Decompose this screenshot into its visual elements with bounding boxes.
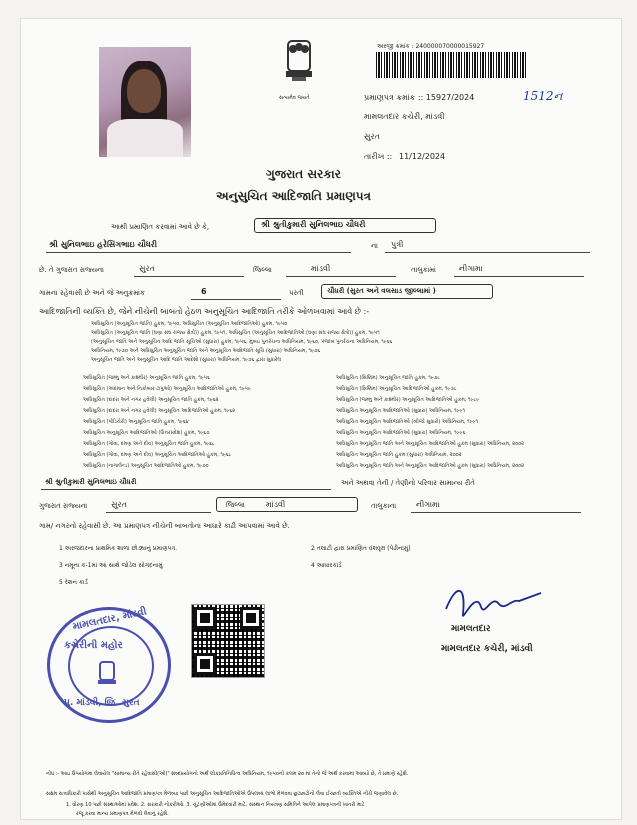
- date-label: તારીખ ::: [364, 152, 393, 161]
- schedule-right-item: અધિસુચિત અનુસૂચિત આદિજાતિઓ (બીજો સુધારો) અધિનિયમ, ૧૯૯૧: [336, 419, 478, 425]
- schedule-left-item: અધિસુચિત (અંદમાન અને નિકોબાર ટાપુઓ) અનુસૂચિત આદિજાતિઓ હુકમ, ૧૯૫૯: [83, 386, 251, 392]
- district-label-2: જિલ્લા: [226, 501, 245, 509]
- signature-icon: [441, 579, 551, 624]
- village-statement: ગામ/ નગરનો રહેવાસી છે. આ પ્રમાણપત્ર નીચેની બાબતોના આધારે કાઢી આપવામાં આવે છે.: [39, 522, 290, 530]
- handwritten-number: 1512ન: [523, 89, 563, 103]
- qr-code: [191, 604, 265, 678]
- state-emblem-icon: [274, 33, 324, 93]
- applicant-name-2: શ્રી શ્રુતીકુમારી સુનિલભાઇ ચૌધરી: [45, 478, 137, 486]
- district-value: સુરત: [139, 264, 155, 273]
- tribe-name: ચૌધરી (સુરત અને વલસાડ જીલ્લામાં ): [327, 287, 436, 295]
- taluka-label: તાલુકામાં: [411, 266, 436, 274]
- issuing-district: સુરત: [364, 132, 380, 141]
- schedule-right-item: અધિસુચિત અનુસૂચિત જાતિ હુકમ (સુધારા) અધિનિયમ, ૨૦૦૨: [336, 452, 462, 458]
- signatory-designation: મામલતદાર: [451, 624, 491, 634]
- schedule-right-item: અધિસુચિત અનુસૂચિત આદિજાતિઓ (સુધારા) અધિનિયમ, ૧૯૯૧: [336, 408, 465, 414]
- applicant-photo: [99, 47, 191, 157]
- and-text: અને અથવા તેની / તેણીનો પરિવાર સામાન્ય રીતે: [341, 479, 475, 487]
- taluka-value: માંડવી: [311, 264, 331, 273]
- tribe-statement: આદિજાતિની વ્યક્તિ છે, જેને નીચેની બાબતો હેઠળ અનુસૂચિત આદિજાતિ તરીકે ઓળખવામાં આવે છે :-: [39, 307, 370, 316]
- schedule-row: અધિનિયમ, ૧૯૭૦ અને અધિસુચિત અનુસૂચિત જાતિ અને અનુસૂચિત આદિજાતિ સૂચિ (સુધારા) અધિનિયમ, ૧૯૭૬: [91, 348, 321, 354]
- schedule-right-item: અધિસુચિત અનુસૂચિત આદિજાતિઓ (સુધારા) અધિનિયમ, ૧૯૯૬: [336, 430, 466, 436]
- serial-number: 6: [201, 287, 207, 296]
- state-prefix-2: ગુજરાત રાજ્યના: [39, 502, 88, 510]
- schedule-left-item: અધિસુચિત (પોંડિચેરી) અનુસૂચિત જાતિ હુકમ, ૧૯૬૪: [83, 419, 189, 425]
- applicant-name: શ્રી શ્રુતીકુમારી સુનિલભાઇ ચૌધરી: [261, 220, 366, 229]
- village-value: નીગામા: [459, 264, 483, 273]
- footer-line-4: રજૂ કરવા માન્ય પ્રમાણપત્ર મેળવી લેવાનું રહેશે.: [76, 811, 169, 817]
- taluka-label-2: તાલુકાના: [371, 502, 397, 510]
- schedule-left-item: અધિસુચિત (જમ્મુ અને કાશ્મીર) અનુસૂચિત જાતિ હુકમ, ૧૯૫૬: [83, 375, 210, 381]
- schedule-right-item: અધિસુચિત (સિક્કિમ) અનુસૂચિત આદિજાતિઓ હુકમ, ૧૯૭૮: [336, 386, 457, 392]
- intro-text: આથી પ્રમાણિત કરવામાં આવે છે કે,: [111, 223, 210, 231]
- schedule-left-item: અધિસુચિત (દાદરા અને નગર હવેલી) અનુસૂચિત આદિજાતિઓ હુકમ, ૧૯૬૨: [83, 408, 236, 414]
- document-item: 3 નમૂના ક-1માં આ સાથે જોડેલ સોગંદનામું: [59, 562, 163, 569]
- state-prefix: છે. તે ગુજરાત રાજ્યના: [39, 266, 104, 274]
- footer-line-2: સક્ષમ સત્તાધિકારી પાસેથી અનુસૂચિત આદિજાતિ પ્રમાણપત્ર મેળવ્યા પછી અનુસૂચિત આદિજાતિઓએ ઉપલબ્ધ લાભો મેળવવા છુટછાટોનો લેવા ઈચ્છતી વ્યક્તિએ નીચે જણાવેલ છે.: [46, 791, 399, 797]
- schedule-right-item: અધિસુચિત અનુસૂચિત જાતિ અને અનુસૂચિત આદિજાતિઓ હુકમ (સુધારા) અધિનિયમ, ૨૦૦૨: [336, 463, 525, 469]
- taluka-value-2: માંડવી: [266, 500, 286, 509]
- relation-label: ના: [371, 242, 378, 250]
- schedule-right-item: અધિસુચિત (સિક્કિમ) અનુસૂચિત જાતિ હુકમ, ૧૯૭૮: [336, 375, 440, 381]
- reference-number: અરજી ક્રમાંક : 240000070000015927: [377, 43, 485, 50]
- document-item: 2 તલાટી દ્વારા પ્રમાણિત વંશવૃક્ષ (પેઢીનામું): [311, 545, 411, 552]
- document-item: 1 અરજદારના પ્રાથમિક શાળા છોડ્યાનું પ્રમાણપત્ર.: [59, 545, 178, 552]
- office-seal: [47, 607, 171, 723]
- village-value-2: નીગામા: [416, 500, 440, 509]
- father-name: શ્રી સુનિલભાઇ હરેસિંગભાઇ ચૌધરી: [49, 240, 158, 249]
- footer-line-3: 1. ધોરણ 10 પછી સંસ્થાઓમાં પ્રવેશ. 2. સરકારી નોકરીઓ. 3. ચૂંટણીઓમાં ઉમેદવારી માટે. સંસ્થાન નિયંત્રણ સમિતિને આપેલ પ્રમાણપત્રની ખાતરી માટે: [66, 802, 365, 808]
- schedule-row: અધિસુચિત (અનુસૂચિત જાતિ (ઘણા સંઘ રાજ્ય ક્ષેત્રો)) હુકમ, ૧૯૫૧, અધિસુચિત (અનુસૂચિત આદિજાતિઓ (ઘણા સંઘ રાજ્ય ક્ષેત્રો)) હુકમ, ૧૯૫૧: [91, 330, 380, 336]
- emblem-caption: સત્યમેવ જયતે: [279, 95, 310, 101]
- schedule-left-item: અધિસુચિત (ગોવા, દમણ અને દીવ) અનુસૂચિત આદિજાતિઓ હુકમ, ૧૯૬૮: [83, 452, 232, 458]
- certificate-number: પ્રમાણપત્ર ક્રમાંક :: 15927/2024: [364, 93, 475, 102]
- certificate-title: અનુસુચિત આદિજાતિ પ્રમાણપત્ર: [216, 189, 371, 203]
- schedule-row: અધિસુચિત (અનુસૂચિત જાતિ) હુકમ, ૧૯૫૦, અધિસુચિત (અનુસૂચિત આદિજાતિઓ) હુકમ, ૧૯૫૦: [91, 321, 288, 327]
- schedule-right-item: અધિસુચિત (જમ્મુ અને કાશ્મીર) અનુસૂચિત આદિજાતિઓ હુકમ, ૧૯૮૯: [336, 397, 480, 403]
- document-item: 5 રેશન કાર્ડ: [59, 579, 88, 586]
- parti-label: પરતી: [289, 289, 304, 297]
- issuing-office: મામલતદાર કચેરી, માંડવી: [364, 112, 445, 121]
- certificate-page: [20, 18, 622, 820]
- district-label: જિલ્લા: [253, 266, 272, 274]
- seal-middle-text: કચેરીની મહોર: [64, 640, 123, 651]
- signatory-office: મામલતદાર કચેરી, માંડવી: [441, 644, 533, 654]
- schedule-left-item: અધિસુચિત (નાગાલેન્ડ) અનુસૂચિત આદિજાતિઓ હુકમ, ૧૯૭૦: [83, 463, 209, 469]
- document-item: 4 આધારકાર્ડ: [311, 562, 342, 569]
- schedule-left-item: અધિસુચિત અનુસૂચિત આદિજાતિઓ (ઉત્તરપ્રદેશ) હુકમ, ૧૯૬૭: [83, 430, 210, 436]
- issue-date: 11/12/2024: [399, 152, 446, 161]
- district-value-2: સુરત: [111, 500, 127, 509]
- schedule-row: અનુસૂચિત જાતિ અને અનુસૂચિત આદિ જાતિ આદેશો (સુધારા) અધિનિયમ, ૧૯૭૬ દ્વારા સુધારેલ: [91, 357, 282, 363]
- resident-label: ગામના રહેવાસી છે અને જે અનુક્રમાંક: [39, 289, 145, 297]
- schedule-row: (અનુસૂચિત જાતિ અને અનુસૂચિત આદિ જાતિ સૂચિઓ (સુધારા) હુકમ, ૧૯૫૬, મુંબઇ પુનર્રચના અધિનિયમ, ૧૯૬૦, પંજાબ પુનર્રચના અધિનિયમ, ૧૯૬૬: [91, 339, 393, 345]
- footer-note: નોંધ :- આઇ ઉપયોગમાં લેવાયેલ "સામાન્ય રીતે રહેવાસી(ઓ)" શબ્દપ્રયોગનો અર્થ લોકપ્રતિનિધિત્વ અધિનિયમ, ૧૯૫૦ની કલમ ૨૦ માં તેનો જે અર્થ કરવામાં આવ્યો છે, તે પ્રમાણે રહેશે.: [46, 771, 409, 777]
- schedule-left-item: અધિસુચિત (દાદરા અને નગર હવેલી) અનુસૂચિત જાતિ હુકમ, ૧૯૬૨: [83, 397, 219, 403]
- schedule-left-item: અધિસુચિત (ગોવા, દમણ અને દીવ) અનુસૂચિત જાતિ હુકમ, ૧૯૬૮: [83, 441, 215, 447]
- relation-value: પુત્રી: [391, 240, 404, 249]
- seal-bottom-text: પુ. માંડવી, જિ. સુરત: [64, 698, 140, 708]
- barcode: [376, 52, 526, 78]
- seal-emblem-icon: [92, 658, 122, 688]
- seal-top-text: મામલતદાર, માંડવી: [71, 606, 148, 633]
- govt-title: ગુજરાત સરકાર: [266, 167, 341, 181]
- schedule-right-item: અધિસુચિત અનુસૂચિત જાતિ અને અનુસૂચિત આદિજાતિઓ હુકમ (સુધારા) અધિનિયમ, ૨૦૦૨: [336, 441, 525, 447]
